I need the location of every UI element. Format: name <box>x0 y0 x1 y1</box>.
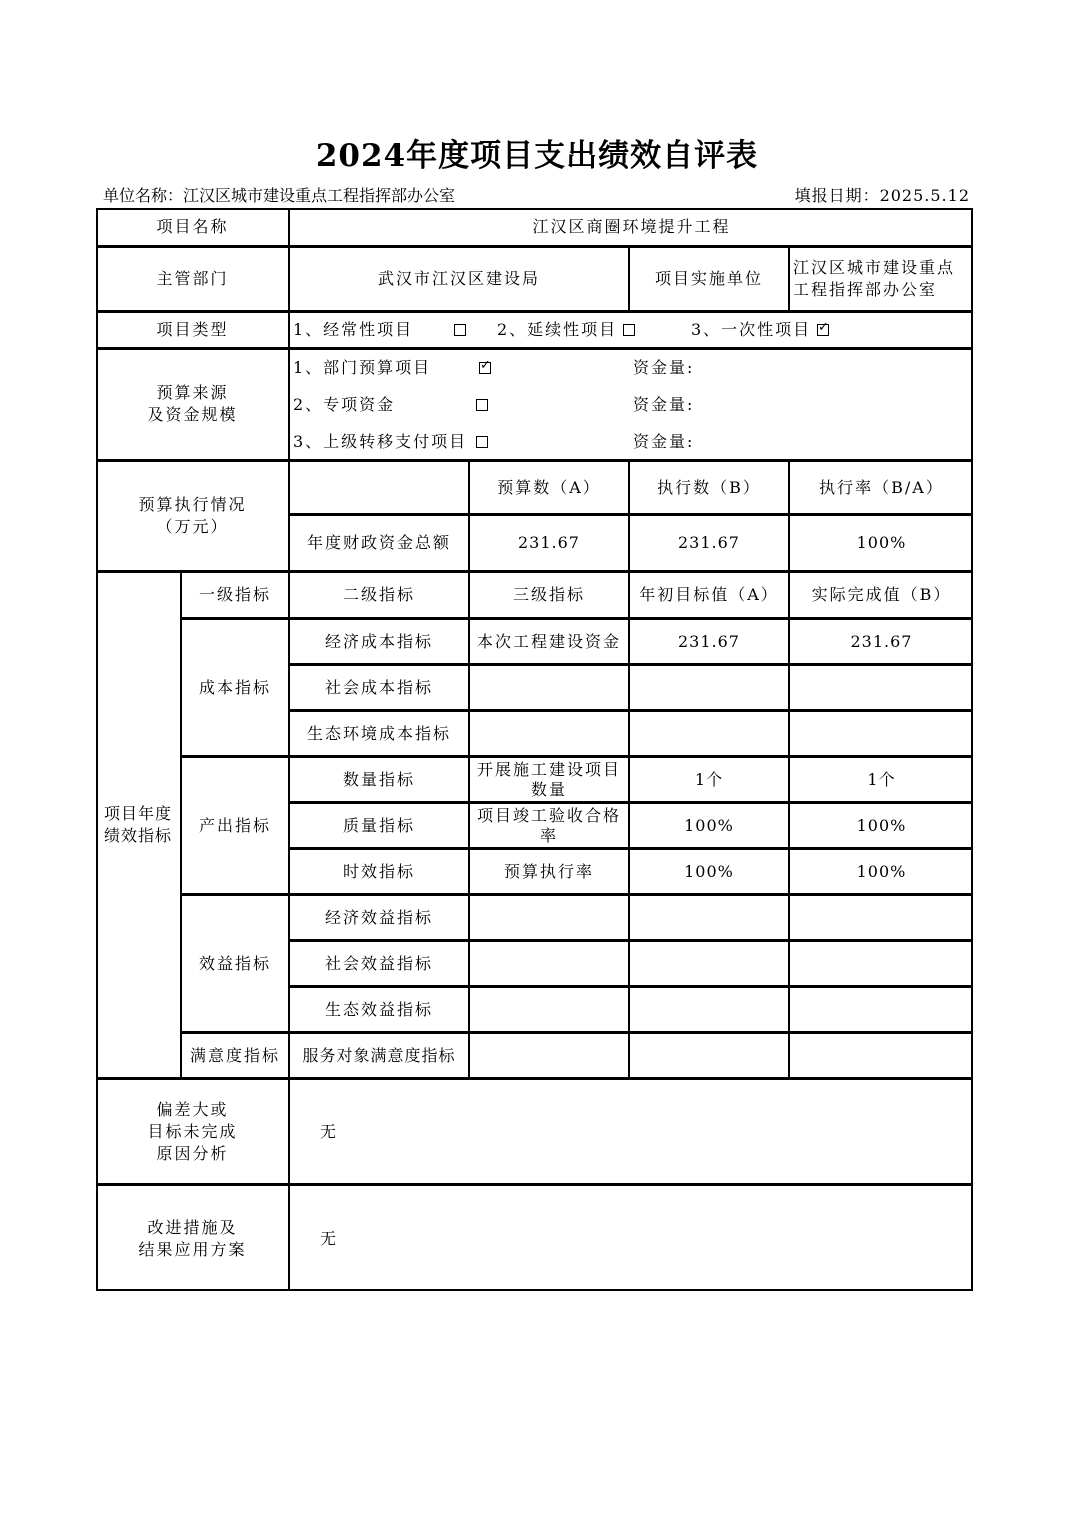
budget-exec-label: 预算执行情况 （万元） <box>138 495 247 536</box>
row-level3: 本次工程建设资金 <box>476 631 621 651</box>
perf-header-level2: 二级指标 <box>342 585 415 604</box>
type-option-onetime-label: 3、一次性项目 <box>691 319 812 339</box>
row-target: 1个 <box>694 769 724 789</box>
row-target <box>630 942 788 985</box>
row-actual <box>790 666 973 709</box>
row-level2: 社会成本指标 <box>324 677 433 697</box>
row-target <box>630 666 788 709</box>
row-actual <box>790 1034 973 1077</box>
row-level2: 质量指标 <box>342 815 415 835</box>
row-level3: 预算执行率 <box>503 861 594 881</box>
exec-header-rate: 执行率（B/A） <box>819 477 944 497</box>
row-level2: 经济效益指标 <box>324 907 433 927</box>
impl-unit-label: 项目实施单位 <box>654 268 763 288</box>
row-level3 <box>470 712 628 755</box>
exec-header-executed: 执行数（B） <box>657 477 761 497</box>
type-recurring-checkbox[interactable] <box>454 324 466 336</box>
row-level3 <box>470 942 628 985</box>
exec-row-label: 年度财政资金总额 <box>306 533 451 552</box>
impl-unit-value: 江汉区城市建设重点工程指挥部办公室 <box>793 257 956 299</box>
row-actual: 100% <box>856 861 907 881</box>
row-actual <box>790 712 973 755</box>
row-target <box>630 896 788 939</box>
group-satisfaction-indicators: 满意度指标 <box>189 1045 280 1065</box>
row-level3: 开展施工建设项目数量 <box>476 759 621 799</box>
perf-header-actual: 实际完成值（B） <box>811 585 952 604</box>
row-level2: 时效指标 <box>342 861 415 881</box>
row-level3 <box>470 666 628 709</box>
type-continuing-checkbox[interactable] <box>623 324 635 336</box>
improvement-label: 改进措施及 结果应用方案 <box>138 1217 247 1259</box>
row-level3 <box>470 1034 628 1077</box>
row-level2: 数量指标 <box>342 769 415 789</box>
source-dept-budget-amount-label: 资金量: <box>633 358 695 377</box>
row-actual: 1个 <box>867 769 896 789</box>
perf-header-level1: 一级指标 <box>198 585 271 604</box>
row-target: 231.67 <box>678 631 740 651</box>
project-name-value: 江汉区商圈环境提升工程 <box>532 217 731 236</box>
source-transfer-label: 3、上级转移支付项目 <box>293 432 468 451</box>
dept-value: 武汉市江汉区建设局 <box>377 268 540 288</box>
deviation-label: 偏差大或 目标未完成 原因分析 <box>147 1099 238 1163</box>
type-option-recurring-label: 1、经常性项目 <box>293 319 414 339</box>
row-target <box>630 988 788 1031</box>
perf-header-target: 年初目标值（A） <box>639 585 779 604</box>
row-level2: 生态效益指标 <box>324 999 433 1019</box>
exec-rate-value: 100% <box>856 533 907 552</box>
form-title: 2024年度项目支出绩效自评表 <box>315 138 759 174</box>
deviation-value: 无 <box>320 1121 339 1141</box>
source-dept-budget-checkbox[interactable] <box>479 362 491 374</box>
project-type-label: 项目类型 <box>156 319 229 339</box>
row-level2: 经济成本指标 <box>324 631 433 651</box>
row-level2: 服务对象满意度指标 <box>302 1045 456 1065</box>
perf-header-level3: 三级指标 <box>512 585 585 604</box>
source-special-fund-checkbox[interactable] <box>476 399 488 411</box>
exec-header-budget: 预算数（A） <box>497 477 601 497</box>
source-special-fund-label: 2、专项资金 <box>293 395 396 414</box>
source-dept-budget-label: 1、部门预算项目 <box>293 358 432 377</box>
group-benefit-indicators: 效益指标 <box>198 953 271 973</box>
row-target <box>630 712 788 755</box>
source-transfer-checkbox[interactable] <box>476 436 488 448</box>
row-level3 <box>470 988 628 1031</box>
type-onetime-checkbox[interactable] <box>817 324 829 336</box>
row-actual: 231.67 <box>850 631 913 651</box>
budget-source-label: 预算来源 及资金规模 <box>147 383 238 424</box>
row-actual <box>790 988 973 1031</box>
row-actual <box>790 896 973 939</box>
row-actual <box>790 942 973 985</box>
row-level3 <box>470 896 628 939</box>
group-cost-indicators: 成本指标 <box>198 677 271 697</box>
unit-name: 单位名称：江汉区城市建设重点工程指挥部办公室 <box>103 186 456 205</box>
improvement-value: 无 <box>320 1228 339 1248</box>
row-actual: 100% <box>856 815 907 835</box>
type-option-continuing-label: 2、延续性项目 <box>497 319 618 339</box>
row-level2: 生态环境成本指标 <box>306 723 451 743</box>
source-transfer-amount-label: 资金量: <box>633 432 695 451</box>
row-target: 100% <box>684 861 734 881</box>
row-target <box>630 1034 788 1077</box>
row-level2: 社会效益指标 <box>324 953 433 973</box>
report-date: 填报日期：2025.5.12 <box>794 186 970 205</box>
exec-budget-value: 231.67 <box>518 533 580 552</box>
source-special-fund-amount-label: 资金量: <box>633 395 695 414</box>
group-output-indicators: 产出指标 <box>198 815 271 835</box>
project-name-label: 项目名称 <box>156 217 229 236</box>
exec-executed-value: 231.67 <box>678 533 740 552</box>
row-target: 100% <box>684 815 734 835</box>
evaluation-table <box>96 208 973 1291</box>
perf-indicators-label: 项目年度 绩效指标 <box>103 804 172 845</box>
dept-label: 主管部门 <box>156 268 229 288</box>
row-level3: 项目竣工验收合格率 <box>476 805 621 845</box>
